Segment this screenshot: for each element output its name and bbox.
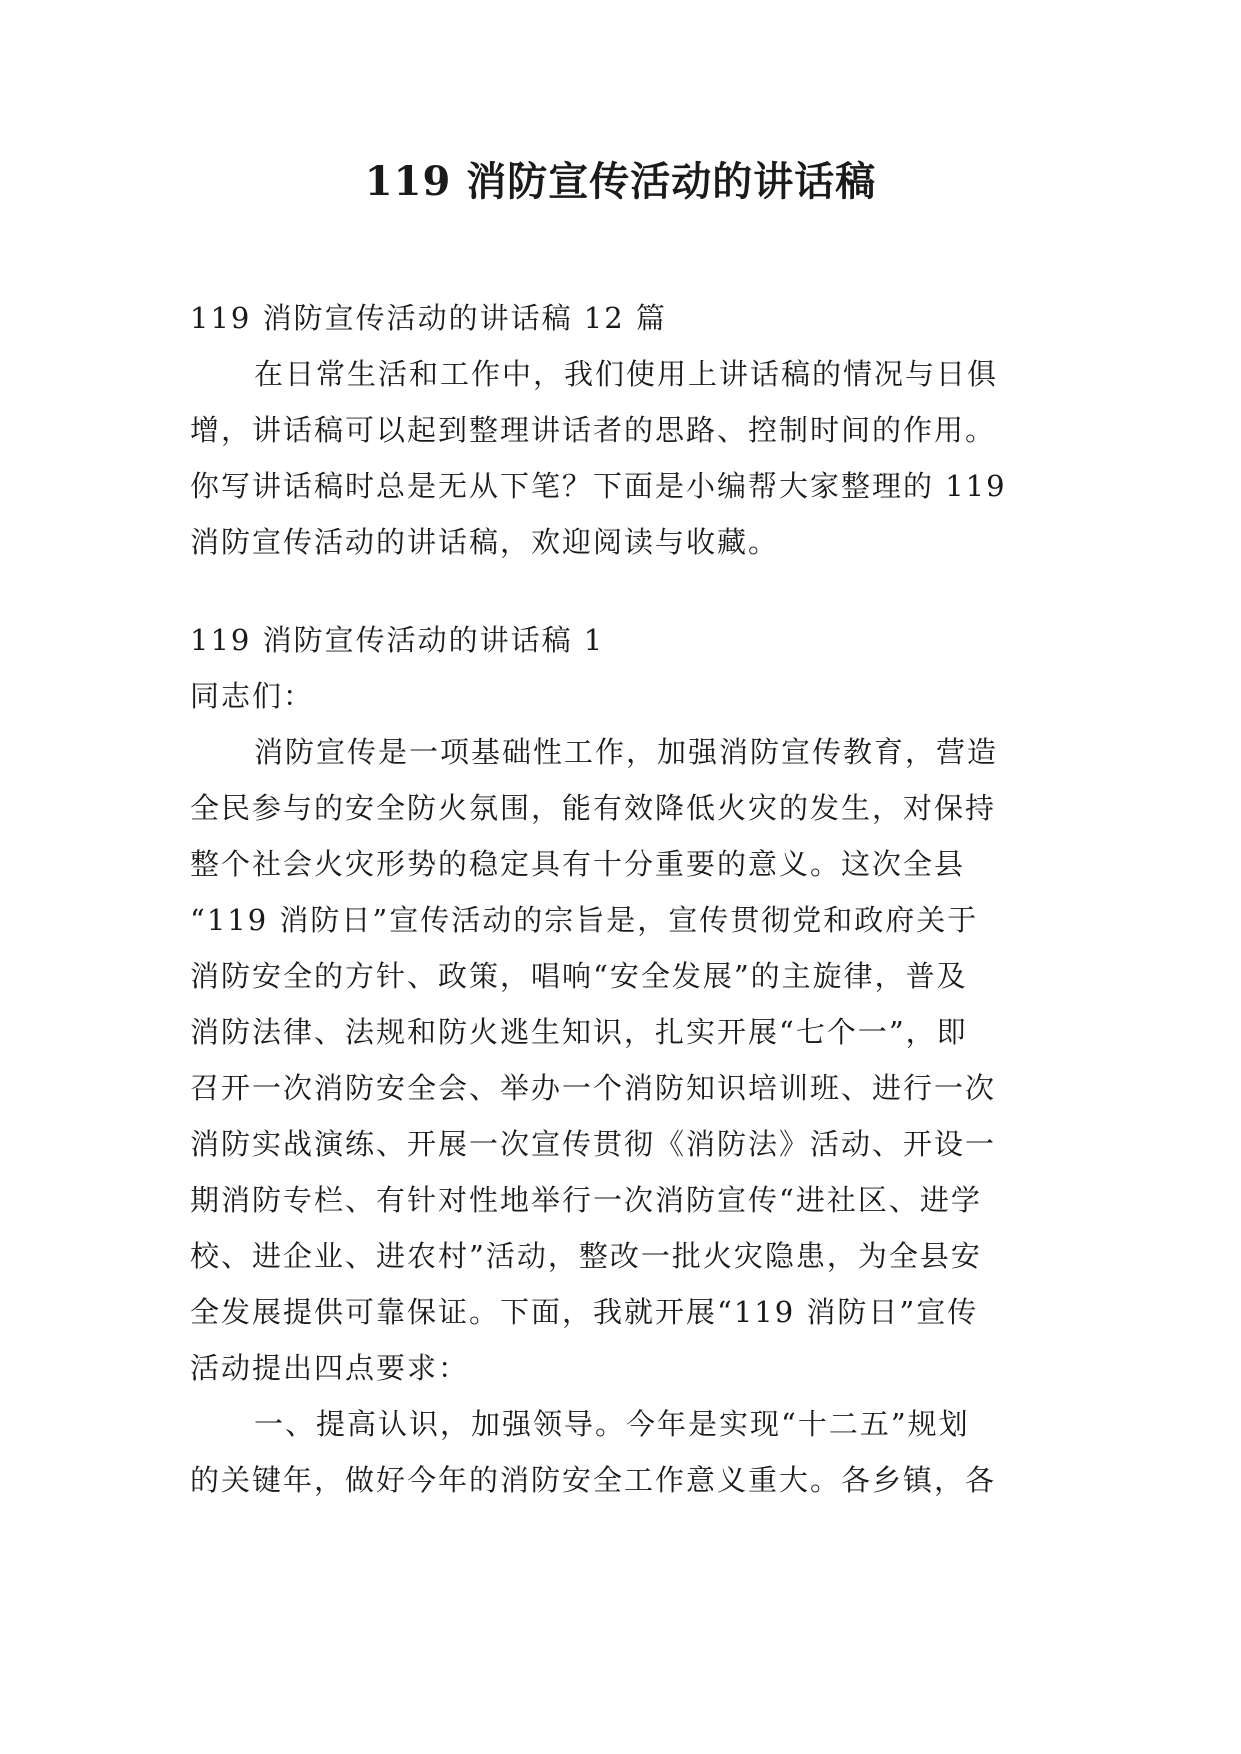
paragraph-line: 的关键年，做好今年的消防安全工作意义重大。各乡镇，各 bbox=[190, 1463, 997, 1497]
paragraph-line: 消防法律、法规和防火逃生知识，扎实开展“七个一”，即 bbox=[190, 1015, 968, 1049]
paragraph-1 bbox=[190, 724, 1060, 1396]
intro-line: 增，讲话稿可以起到整理讲话者的思路、控制时间的作用。 bbox=[190, 413, 997, 447]
paragraph-line: 期消防专栏、有针对性地举行一次消防宣传“进社区、进学 bbox=[190, 1183, 982, 1217]
section-gap bbox=[190, 570, 1060, 612]
intro-line: 消防宣传活动的讲话稿，欢迎阅读与收藏。 bbox=[190, 525, 780, 559]
paragraph-line: 全发展提供可靠保证。下面，我就开展“119 消防日”宣传 bbox=[190, 1295, 979, 1329]
document-title: 119 消防宣传活动的讲话稿 bbox=[364, 158, 877, 205]
intro-paragraph bbox=[190, 346, 1060, 570]
salutation: 同志们： bbox=[190, 679, 315, 713]
paragraph-line: 消防宣传是一项基础性工作，加强消防宣传教育，营造 bbox=[254, 735, 999, 769]
paragraph-line: 召开一次消防安全会、举办一个消防知识培训班、进行一次 bbox=[190, 1071, 997, 1105]
document-body bbox=[190, 290, 1060, 1508]
paragraph-2 bbox=[190, 1396, 1060, 1508]
paragraph-line: 校、进企业、进农村”活动，整改一批火灾隐患，为全县安 bbox=[190, 1239, 982, 1273]
intro-line: 在日常生活和工作中，我们使用上讲话稿的情况与日俱 bbox=[254, 357, 999, 391]
paragraph-line: “119 消防日”宣传活动的宗旨是，宣传贯彻党和政府关于 bbox=[190, 903, 979, 937]
intro-line: 你写讲话稿时总是无从下笔？下面是小编帮大家整理的 119 bbox=[190, 469, 1007, 503]
paragraph-line: 消防实战演练、开展一次宣传贯彻《消防法》活动、开设一 bbox=[190, 1127, 997, 1161]
paragraph-line: 消防安全的方针、政策，唱响“安全发展”的主旋律，普及 bbox=[190, 959, 968, 993]
subtitle: 119 消防宣传活动的讲话稿 12 篇 bbox=[190, 301, 667, 335]
paragraph-line: 活动提出四点要求： bbox=[190, 1351, 470, 1385]
paragraph-line: 一、提高认识，加强领导。今年是实现“十二五”规划 bbox=[254, 1407, 970, 1441]
section-heading: 119 消防宣传活动的讲话稿 1 bbox=[190, 623, 605, 657]
paragraph-line: 全民参与的安全防火氛围，能有效降低火灾的发生，对保持 bbox=[190, 791, 997, 825]
paragraph-line: 整个社会火灾形势的稳定具有十分重要的意义。这次全县 bbox=[190, 847, 966, 881]
